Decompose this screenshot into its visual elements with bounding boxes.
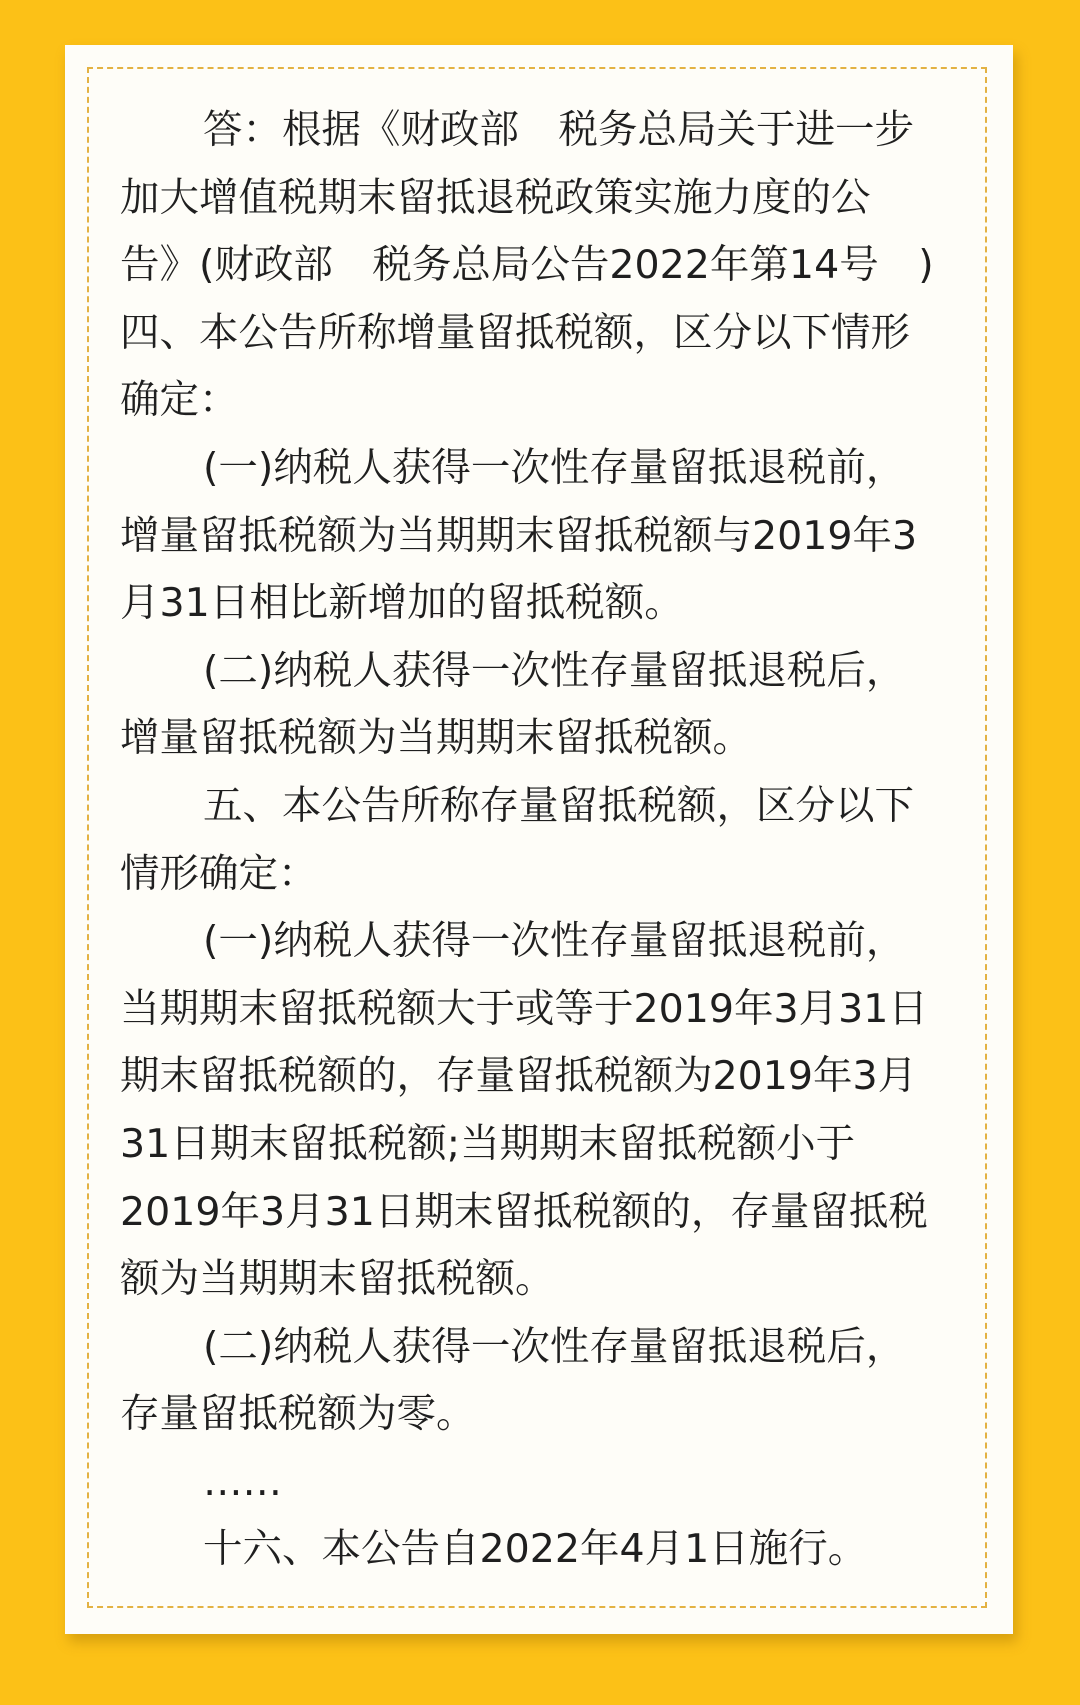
text-line: 增量留抵税额为当期期末留抵税额与2019年3 [120,512,918,559]
text-line: 四、本公告所称增量留抵税额，区分以下情形 [120,309,910,356]
text-line: 月31日相比新增加的留抵税额。 [120,580,684,627]
notice-card [65,45,1013,1634]
text-line: 五、本公告所称存量留抵税额，区分以下 [203,782,914,829]
text-line: 答：根据《财政部 税务总局关于进一步 [203,107,914,153]
text-line: 告》(财政部 税务总局公告2022年第14号 ) [120,242,934,289]
text-line: 31日期末留抵税额;当期期末留抵税额小于 [120,1120,856,1167]
notice-text [120,97,965,1584]
text-line: …… [203,1458,282,1505]
text-line: 期末留抵税额的，存量留抵税额为2019年3月 [120,1053,918,1100]
text-line: (二)纳税人获得一次性存量留抵退税后， [203,1323,906,1370]
text-line: (一)纳税人获得一次性存量留抵退税前， [203,918,906,965]
text-line: 额为当期期末留抵税额。 [120,1256,555,1303]
text-line: 确定： [120,377,239,424]
text-line: 十六、本公告自2022年4月1日施行。 [203,1526,868,1573]
text-line: 情形确定： [120,850,318,897]
text-line: 存量留抵税额为零。 [120,1391,476,1438]
text-line: 加大增值税期末留抵退税政策实施力度的公 [120,174,871,221]
text-line: 当期期末留抵税额大于或等于2019年3月31日 [120,985,928,1032]
text-line: (二)纳税人获得一次性存量留抵退税后， [203,647,906,694]
text-line: (一)纳税人获得一次性存量留抵退税前， [203,444,906,491]
text-line: 增量留抵税额为当期期末留抵税额。 [120,715,752,762]
text-line: 2019年3月31日期末留抵税额的，存量留抵税 [120,1188,928,1235]
